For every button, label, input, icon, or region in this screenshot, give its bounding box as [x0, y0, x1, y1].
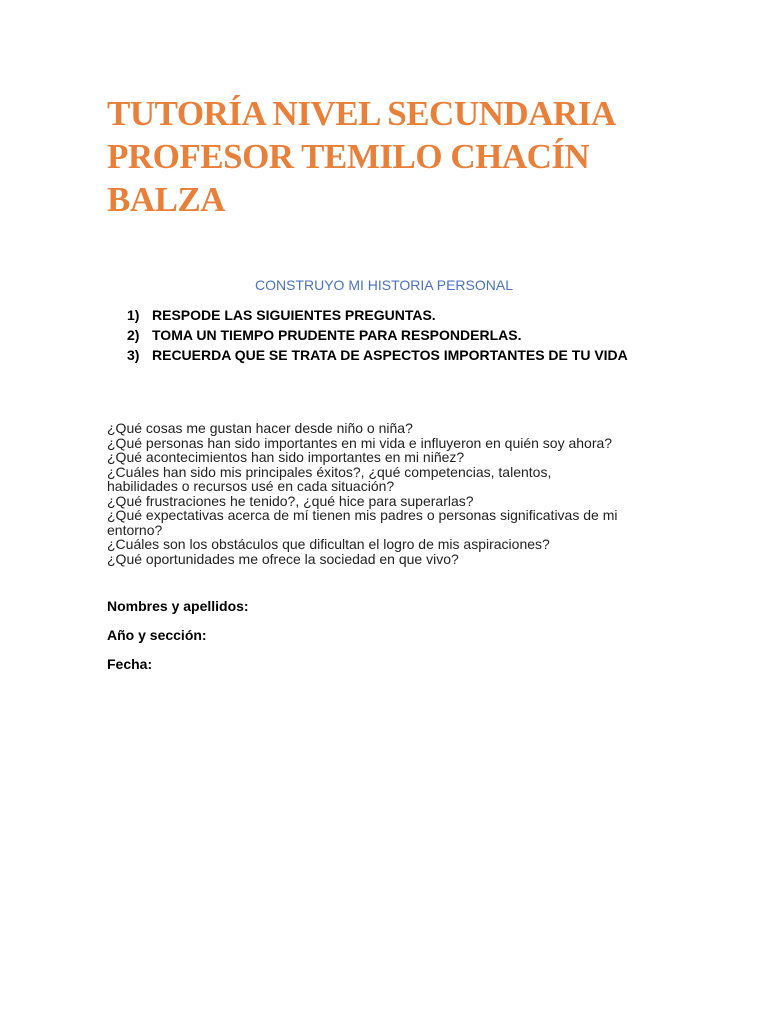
title-line-2: PROFESOR TEMILO CHACÍN	[107, 137, 590, 176]
question-line: ¿Cuáles son los obstáculos que dificultan el logro de mis aspiraciones?	[107, 536, 550, 552]
question-line: ¿Qué acontecimientos han sido importantes en mi niñez?	[107, 449, 465, 465]
question-line: entorno?	[107, 521, 163, 538]
instructions-list	[127, 305, 647, 365]
document-title	[107, 92, 667, 221]
year-section-field-label: Año y sección:	[107, 627, 207, 643]
question-line: ¿Qué oportunidades me ofrece la sociedad en que vivo?	[107, 550, 459, 567]
question-line: ¿Cuáles han sido mis principales éxitos?, ¿qué competencias, talentos,	[107, 463, 552, 480]
instruction-item	[127, 345, 647, 365]
section-title: CONSTRUYO MI HISTORIA PERSONAL	[254, 277, 513, 293]
question-line: ¿Qué expectativas acerca de mí tienen mis padres o personas significativas de mi	[107, 507, 618, 523]
instruction-item	[127, 305, 647, 325]
instruction-number: 2)	[127, 327, 140, 343]
instruction-item	[127, 325, 647, 345]
instruction-text: RECUERDA QUE SE TRATA DE ASPECTOS IMPORTANTES DE TU VIDA	[152, 347, 628, 363]
title-line-1: TUTORÍA NIVEL SECUNDARIA	[107, 94, 616, 133]
question-line: ¿Qué cosas me gustan hacer desde niño o niña?	[107, 420, 413, 436]
instruction-text: TOMA UN TIEMPO PRUDENTE PARA RESPONDERLAS.	[152, 327, 522, 343]
question-line: ¿Qué personas han sido importantes en mi vida e influyeron en quién soy ahora?	[107, 434, 613, 451]
instruction-number: 1)	[127, 307, 140, 323]
names-field-label: Nombres y apellidos:	[107, 598, 249, 614]
instruction-number: 3)	[127, 347, 140, 363]
question-line: ¿Qué frustraciones he tenido?, ¿qué hice para superarlas?	[107, 492, 474, 509]
questions-block	[107, 421, 667, 566]
instruction-text: RESPODE LAS SIGUIENTES PREGUNTAS.	[152, 307, 436, 323]
date-field-label: Fecha:	[107, 656, 153, 672]
title-line-3: BALZA	[107, 180, 226, 219]
question-line: habilidades o recursos usé en cada situación?	[107, 478, 395, 494]
